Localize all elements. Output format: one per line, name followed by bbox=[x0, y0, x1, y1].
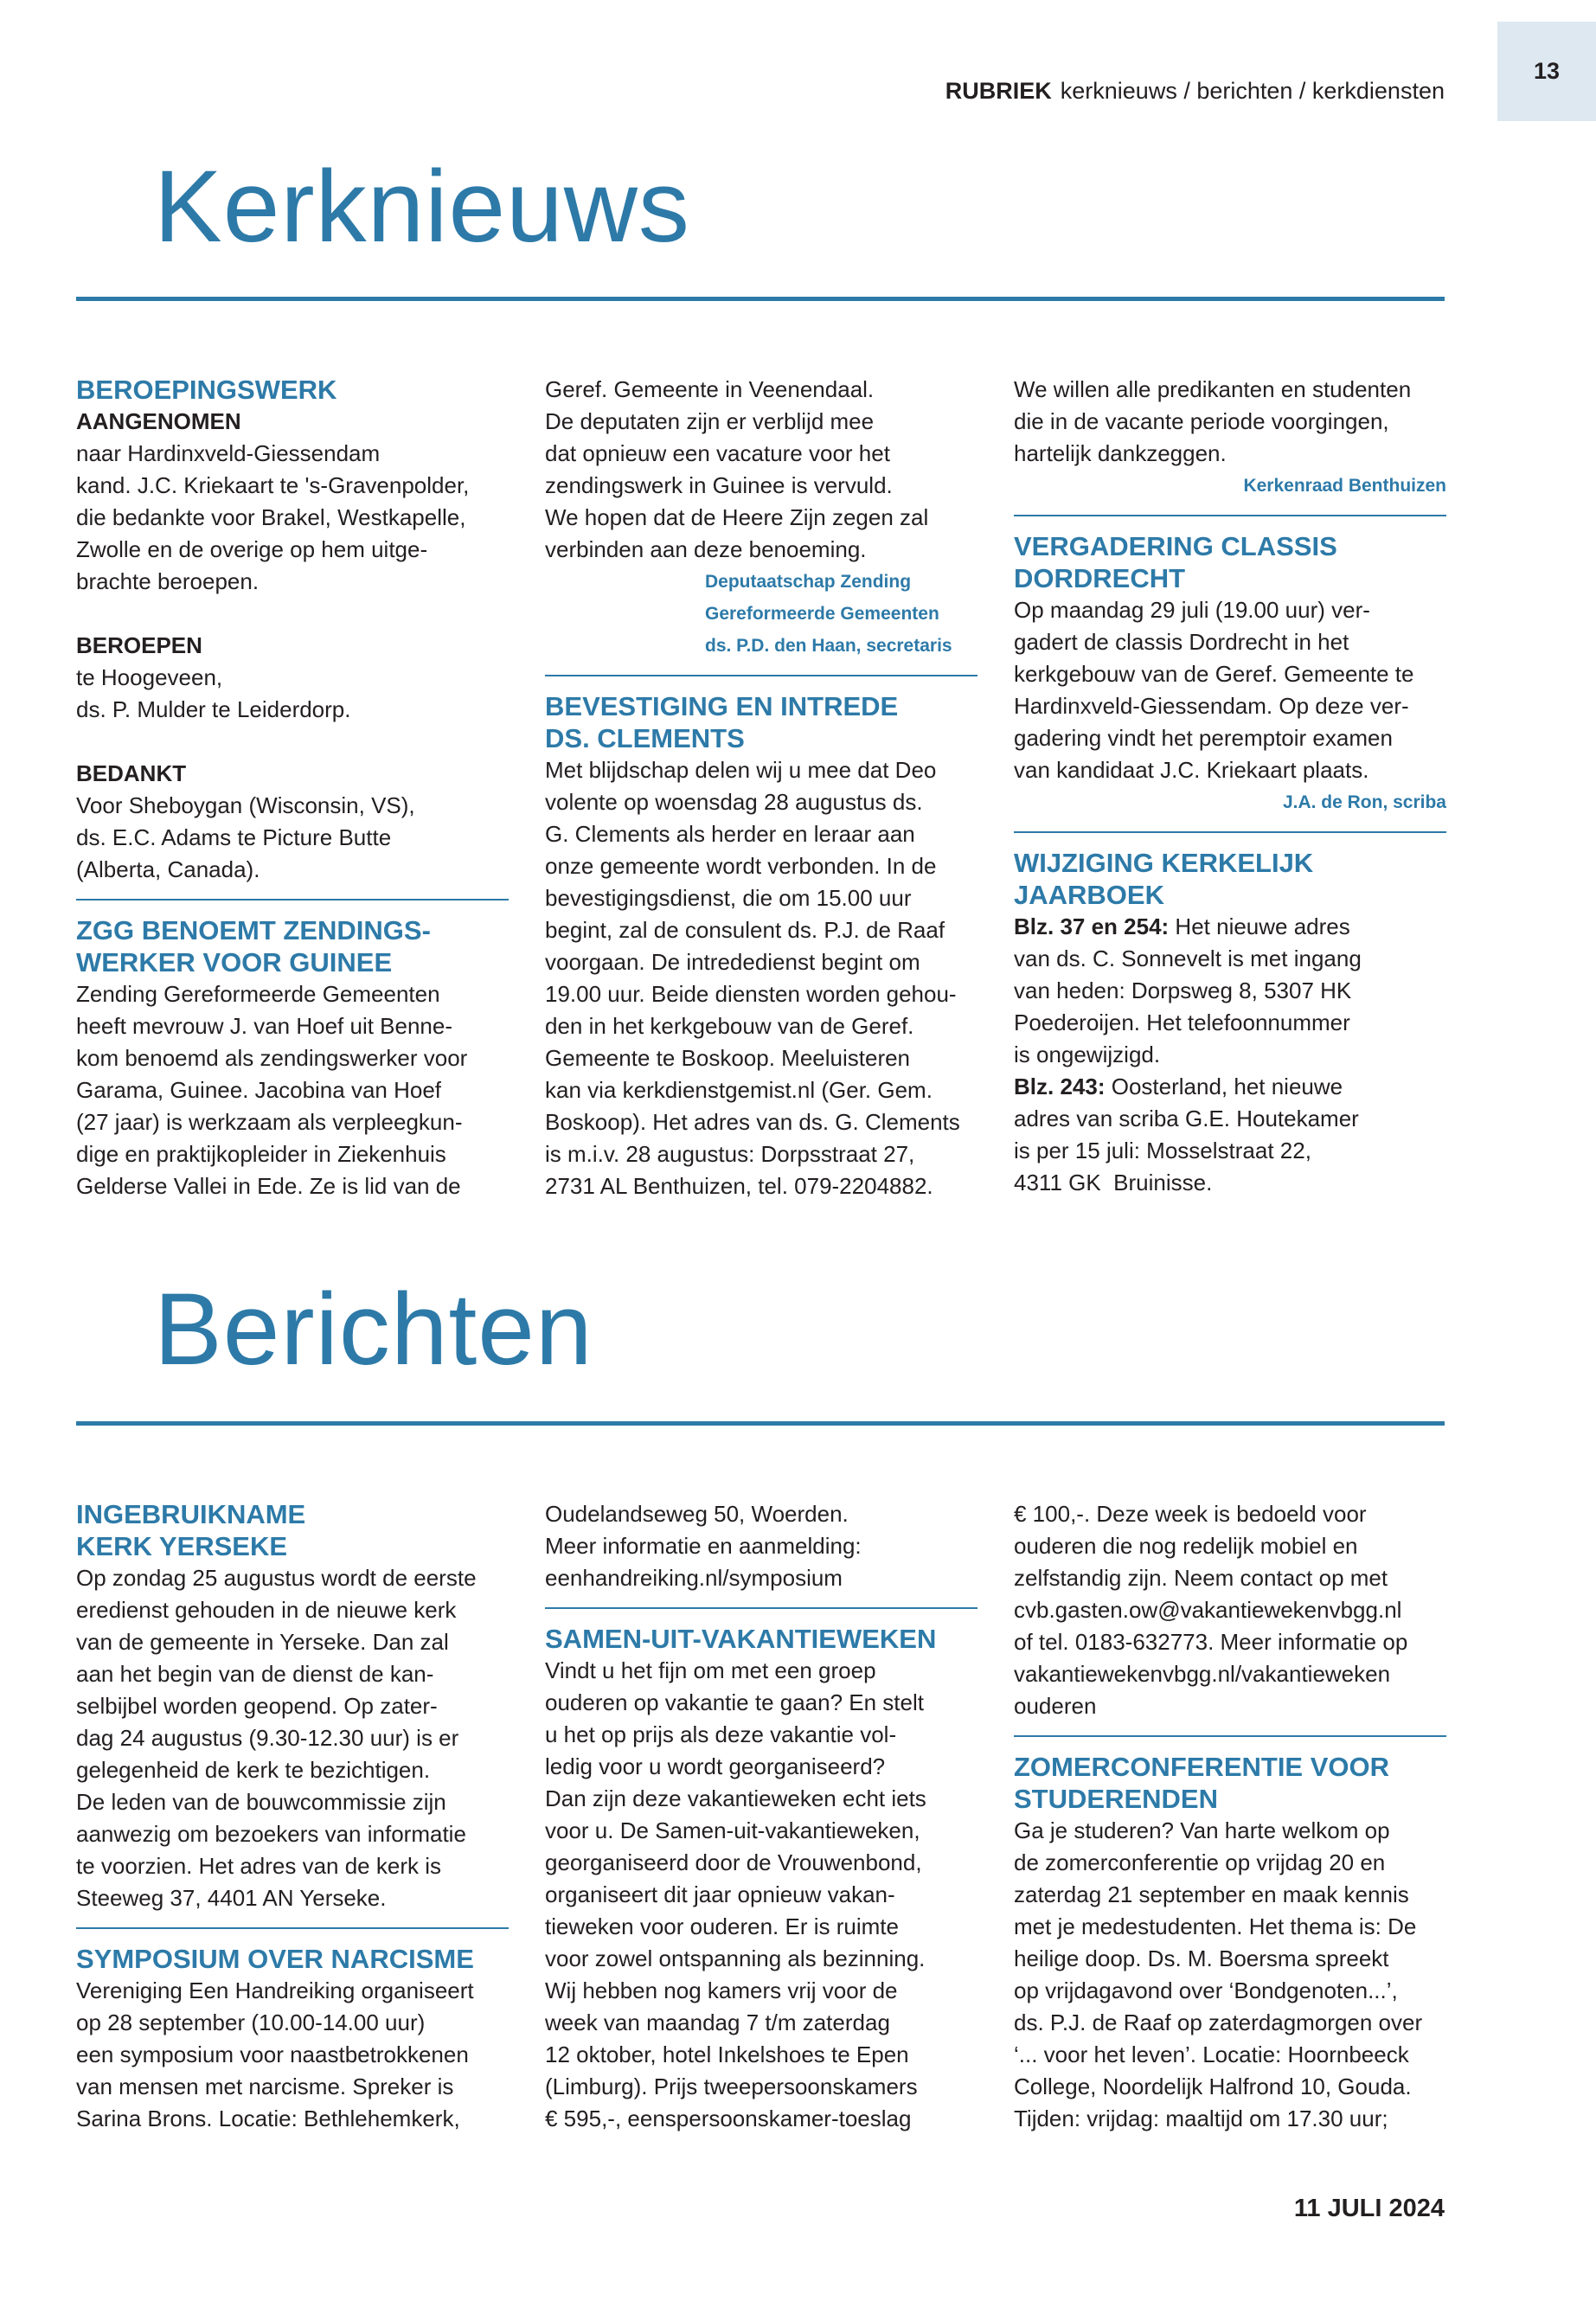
rubriek-header bbox=[945, 78, 1445, 105]
text-line: kom benoemd als zendingswerker voor bbox=[76, 1045, 468, 1071]
text-line bbox=[1014, 911, 1446, 943]
text-line: verbinden aan deze benoeming. bbox=[545, 536, 867, 562]
text-line: is per 15 juli: Mosselstraat 22, bbox=[1014, 1138, 1311, 1163]
article-divider bbox=[1014, 1735, 1446, 1737]
text-line: hartelijk dankzeggen. bbox=[1014, 440, 1227, 466]
text-line: Zwolle en de overige op hem uitge- bbox=[76, 536, 428, 562]
text-line: ouderen op vakantie te gaan? En stelt bbox=[545, 1689, 924, 1715]
text-line: Dan zijn deze vakantieweken echt iets bbox=[545, 1785, 926, 1811]
text-line: Steeweg 37, 4401 AN Yerseke. bbox=[76, 1885, 387, 1911]
signature-line: ds. P.D. den Haan, secretaris bbox=[705, 636, 952, 656]
article-divider bbox=[1014, 831, 1446, 833]
kerknieuws-column-1 bbox=[76, 374, 509, 1202]
text-line: van de gemeente in Yerseke. Dan zal bbox=[76, 1629, 449, 1655]
vakantieweken-text-col3 bbox=[1014, 1498, 1446, 1722]
zgg-text-col2 bbox=[545, 374, 977, 566]
text-line: die in de vacante periode voorgingen, bbox=[1014, 408, 1389, 434]
text-line: Wij hebben nog kamers vrij voor de bbox=[545, 1977, 898, 2003]
text-line bbox=[1014, 1071, 1446, 1103]
text-line: 19.00 uur. Beide diensten worden gehou- bbox=[545, 981, 957, 1007]
text-line: Geref. Gemeente in Veenendaal. bbox=[545, 376, 875, 402]
text-line: Vereniging Een Handreiking organiseert bbox=[76, 1977, 474, 2003]
text-line: zendingswerk in Guinee is vervuld. bbox=[545, 472, 893, 498]
classis-text bbox=[1014, 594, 1446, 786]
text-line: ouderen bbox=[1014, 1693, 1097, 1719]
text-line: begint, zal de consulent ds. P.J. de Raaf bbox=[545, 917, 945, 943]
text-line: zelfstandig zijn. Neem contact op met bbox=[1014, 1565, 1388, 1591]
article-divider bbox=[545, 675, 977, 676]
vakantieweken-text-col2 bbox=[545, 1655, 977, 2135]
heading-yerseke-line2: KERK YERSEKE bbox=[76, 1531, 288, 1561]
text-line: voorgaan. De intrededienst begint om bbox=[545, 949, 920, 975]
text-line: van mensen met narcisme. Spreker is bbox=[76, 2073, 454, 2099]
text-line: Op zondag 25 augustus wordt de eerste bbox=[76, 1565, 477, 1591]
heading-zgg-line1: ZGG BENOEMT ZENDINGS- bbox=[76, 915, 431, 945]
text-line: dige en praktijkopleider in Ziekenhuis bbox=[76, 1141, 446, 1167]
text-line: gelegenheid de kerk te bezichtigen. bbox=[76, 1757, 431, 1783]
section-title-berichten: Berichten bbox=[154, 1272, 593, 1387]
rubriek-label: RUBRIEK bbox=[945, 78, 1052, 104]
text-line: De leden van de bouwcommissie zijn bbox=[76, 1789, 446, 1815]
text-line: Met blijdschap delen wij u mee dat Deo bbox=[545, 757, 937, 783]
text-line: ds. P.J. de Raaf op zaterdagmorgen over bbox=[1014, 2009, 1423, 2035]
text-line: ds. E.C. Adams te Picture Butte bbox=[76, 824, 392, 850]
text-line: Zending Gereformeerde Gemeenten bbox=[76, 981, 440, 1007]
text-line: of tel. 0183-632773. Meer informatie op bbox=[1014, 1629, 1408, 1655]
text-line: 4311 GK Bruinisse. bbox=[1014, 1170, 1213, 1195]
beroepen-text bbox=[76, 662, 509, 726]
text-line: heeft mevrouw J. van Hoef uit Benne- bbox=[76, 1013, 453, 1039]
text-line: brachte beroepen. bbox=[76, 568, 260, 594]
text-line: georganiseerd door de Vrouwenbond, bbox=[545, 1849, 922, 1875]
text-line: die bedankte voor Brakel, Westkapelle, bbox=[76, 504, 466, 530]
heading-bevestiging-line2: DS. CLEMENTS bbox=[545, 723, 745, 753]
text-line: Poederoijen. Het telefoonnummer bbox=[1014, 1009, 1350, 1035]
heading-zomerconferentie-line1: ZOMERCONFERENTIE VOOR bbox=[1014, 1752, 1390, 1782]
text-line: is m.i.v. 28 augustus: Dorpsstraat 27, bbox=[545, 1141, 915, 1167]
text-line: den in het kerkgebouw van de Geref. bbox=[545, 1013, 914, 1039]
text-line: Sarina Brons. Locatie: Bethlehemkerk, bbox=[76, 2106, 460, 2131]
text-line: aanwezig om bezoekers van informatie bbox=[76, 1821, 466, 1847]
text-line: selbijbel worden geopend. Op zater- bbox=[76, 1693, 438, 1719]
issue-date: 11 JULI 2024 bbox=[1293, 2195, 1445, 2222]
text-line: van kandidaat J.C. Kriekaart plaats. bbox=[1014, 757, 1369, 783]
text-line: ‘... voor het leven’. Locatie: Hoornbeeck bbox=[1014, 2041, 1409, 2067]
text-line: te Hoogeveen, bbox=[76, 664, 223, 690]
text-line: een symposium voor naastbetrokkenen bbox=[76, 2041, 469, 2067]
text-line: (Alberta, Canada). bbox=[76, 856, 260, 882]
section-title-kerknieuws: Kerknieuws bbox=[154, 150, 690, 264]
text-line: Hardinxveld-Giessendam. Op deze ver- bbox=[1014, 693, 1409, 719]
bevestiging-text bbox=[545, 754, 977, 1202]
label-beroepen: BEROEPEN bbox=[76, 632, 202, 658]
text-span: Oosterland, het nieuwe bbox=[1105, 1074, 1343, 1099]
symposium-text-col1 bbox=[76, 1975, 509, 2135]
text-line: 2731 AL Benthuizen, tel. 079-2204882. bbox=[545, 1173, 933, 1199]
text-line: dag 24 augustus (9.30-12.30 uur) is er bbox=[76, 1725, 459, 1751]
heading-classis-line2: DORDRECHT bbox=[1014, 563, 1186, 593]
heading-jaarboek-line2: JAARBOEK bbox=[1014, 880, 1164, 910]
heading-bevestiging-line1: BEVESTIGING EN INTREDE bbox=[545, 691, 899, 721]
kerknieuws-column-2 bbox=[545, 374, 977, 1202]
blz-label: Blz. 243: bbox=[1014, 1074, 1106, 1099]
text-line: Garama, Guinee. Jacobina van Hoef bbox=[76, 1077, 442, 1103]
text-line: G. Clements als herder en leraar aan bbox=[545, 821, 915, 847]
text-line: op 28 september (10.00-14.00 uur) bbox=[76, 2009, 426, 2035]
text-line: van ds. C. Sonnevelt is met ingang bbox=[1014, 945, 1362, 971]
aangenomen-text bbox=[76, 438, 509, 598]
text-line: € 595,-, eenspersoonskamer-toeslag bbox=[545, 2106, 912, 2131]
text-line: (Limburg). Prijs tweepersoonskamers bbox=[545, 2073, 918, 2099]
text-line: We hopen dat de Heere Zijn zegen zal bbox=[545, 504, 929, 530]
text-line: week van maandag 7 t/m zaterdag bbox=[545, 2009, 890, 2035]
contact-email[interactable]: cvb.gasten.ow@vakantiewekenvbgg.nl bbox=[1014, 1597, 1402, 1623]
signature-line: Deputaatschap Zending bbox=[705, 572, 912, 592]
rubriek-text: kerknieuws / berichten / kerkdiensten bbox=[1060, 78, 1445, 104]
signature-line: J.A. de Ron, scriba bbox=[1282, 792, 1446, 812]
text-line: zaterdag 21 september en maak kennis bbox=[1014, 1881, 1409, 1907]
label-aangenomen: AANGENOMEN bbox=[76, 408, 241, 434]
text-line: tieweken voor ouderen. Er is ruimte bbox=[545, 1913, 899, 1939]
heading-vakantieweken: SAMEN-UIT-VAKANTIEWEKEN bbox=[545, 1624, 937, 1654]
text-line: Tijden: vrijdag: maaltijd om 17.30 uur; bbox=[1014, 2106, 1388, 2131]
text-line: Op maandag 29 juli (19.00 uur) ver- bbox=[1014, 597, 1370, 623]
heading-yerseke-line1: INGEBRUIKNAME bbox=[76, 1499, 306, 1529]
text-line: Ga je studeren? Van harte welkom op bbox=[1014, 1817, 1390, 1843]
zomerconferentie-text bbox=[1014, 1815, 1446, 2135]
page-number: 13 bbox=[1497, 22, 1596, 121]
text-line: € 100,-. Deze week is bedoeld voor bbox=[1014, 1501, 1367, 1527]
jaarboek-text bbox=[1014, 911, 1446, 1199]
text-line: bevestigingsdienst, die om 15.00 uur bbox=[545, 885, 912, 911]
text-line: naar Hardinxveld-Giessendam bbox=[76, 440, 381, 466]
text-line: Gemeente te Boskoop. Meeluisteren bbox=[545, 1045, 911, 1071]
symposium-text-col2 bbox=[545, 1498, 977, 1594]
heading-zgg-line2: WERKER VOOR GUINEE bbox=[76, 947, 393, 977]
text-line: Vindt u het fijn om met een groep bbox=[545, 1657, 876, 1683]
text-line: aan het begin van de dienst de kan- bbox=[76, 1661, 434, 1687]
text-line: gadering vindt het peremptoir examen bbox=[1014, 725, 1393, 751]
berichten-column-2 bbox=[545, 1498, 977, 2135]
heading-symposium: SYMPOSIUM OVER NARCISME bbox=[76, 1944, 474, 1974]
kerknieuws-column-3 bbox=[1014, 374, 1446, 1199]
text-line: voor u. De Samen-uit-vakantieweken, bbox=[545, 1817, 920, 1843]
text-line: Oudelandseweg 50, Woerden. bbox=[545, 1501, 849, 1527]
heading-zomerconferentie-line2: STUDERENDEN bbox=[1014, 1784, 1218, 1814]
text-line: (27 jaar) is werkzaam als verpleegkun- bbox=[76, 1109, 463, 1135]
signature-line: Gereformeerde Gemeenten bbox=[705, 604, 939, 624]
text-line: voor zowel ontspanning als bezinning. bbox=[545, 1945, 926, 1971]
text-line: ds. P. Mulder te Leiderdorp. bbox=[76, 696, 351, 722]
text-line: De deputaten zijn er verblijd mee bbox=[545, 408, 875, 434]
text-line: is ongewijzigd. bbox=[1014, 1042, 1161, 1067]
text-line: College, Noordelijk Halfrond 10, Gouda. bbox=[1014, 2073, 1412, 2099]
label-bedankt: BEDANKT bbox=[76, 760, 187, 786]
text-line: u het op prijs als deze vakantie vol- bbox=[545, 1721, 897, 1747]
text-line: kerkgebouw van de Geref. Gemeente te bbox=[1014, 661, 1414, 687]
text-line: de zomerconferentie op vrijdag 20 en bbox=[1014, 1849, 1386, 1875]
section-rule-berichten bbox=[76, 1421, 1445, 1426]
text-line: onze gemeente wordt verbonden. In de bbox=[545, 853, 937, 879]
section-rule-kerknieuws bbox=[76, 297, 1445, 301]
signature-line: Kerkenraad Benthuizen bbox=[1243, 476, 1446, 496]
symposium-link[interactable]: eenhandreiking.nl/symposium bbox=[545, 1565, 843, 1591]
heading-jaarboek-line1: WIJZIGING KERKELIJK bbox=[1014, 848, 1314, 878]
article-divider bbox=[76, 1927, 509, 1929]
bedankt-text bbox=[76, 790, 509, 886]
heading-classis-line1: VERGADERING CLASSIS bbox=[1014, 531, 1337, 561]
zgg-text-col1 bbox=[76, 978, 509, 1202]
text-line: te voorzien. Het adres van de kerk is bbox=[76, 1853, 441, 1879]
article-divider bbox=[1014, 515, 1446, 516]
yerseke-text bbox=[76, 1562, 509, 1914]
text-line: adres van scriba G.E. Houtekamer bbox=[1014, 1106, 1359, 1131]
text-line: 12 oktober, hotel Inkelshoes te Epen bbox=[545, 2041, 909, 2067]
text-line: kan via kerkdienstgemist.nl (Ger. Gem. bbox=[545, 1077, 933, 1103]
berichten-column-3 bbox=[1014, 1498, 1446, 2135]
text-line: eredienst gehouden in de nieuwe kerk bbox=[76, 1597, 457, 1623]
text-line: dat opnieuw een vacature voor het bbox=[545, 440, 890, 466]
heading-beroepingswerk: BEROEPINGSWERK bbox=[76, 375, 337, 405]
berichten-column-1 bbox=[76, 1498, 509, 2135]
blz-label: Blz. 37 en 254: bbox=[1014, 913, 1170, 939]
text-line: gadert de classis Dordrecht in het bbox=[1014, 629, 1349, 655]
text-line: op vrijdagavond over ‘Bondgenoten...’, bbox=[1014, 1977, 1398, 2003]
text-line: We willen alle predikanten en studenten bbox=[1014, 376, 1412, 402]
text-span: Het nieuwe adres bbox=[1169, 913, 1350, 939]
text-line: volente op woensdag 28 augustus ds. bbox=[545, 789, 923, 815]
info-link[interactable]: vakantiewekenvbgg.nl/vakantieweken bbox=[1014, 1661, 1391, 1687]
text-line: Voor Sheboygan (Wisconsin, VS), bbox=[76, 792, 415, 818]
text-line: van heden: Dorpsweg 8, 5307 HK bbox=[1014, 977, 1352, 1003]
text-line: organiseert dit jaar opnieuw vakan- bbox=[545, 1881, 895, 1907]
text-line: Meer informatie en aanmelding: bbox=[545, 1533, 862, 1559]
text-line: kand. J.C. Kriekaart te 's-Gravenpolder, bbox=[76, 472, 470, 498]
article-divider bbox=[545, 1607, 977, 1609]
text-line: Boskoop). Het adres van ds. G. Clements bbox=[545, 1109, 960, 1135]
text-line: heilige doop. Ds. M. Boersma spreekt bbox=[1014, 1945, 1389, 1971]
text-line: ouderen die nog redelijk mobiel en bbox=[1014, 1533, 1358, 1559]
text-line: ledig voor u wordt georganiseerd? bbox=[545, 1753, 886, 1779]
article-divider bbox=[76, 899, 509, 901]
bevestiging-text-col3 bbox=[1014, 374, 1446, 470]
text-line: met je medestudenten. Het thema is: De bbox=[1014, 1913, 1417, 1939]
text-line: Gelderse Vallei in Ede. Ze is lid van de bbox=[76, 1173, 461, 1199]
